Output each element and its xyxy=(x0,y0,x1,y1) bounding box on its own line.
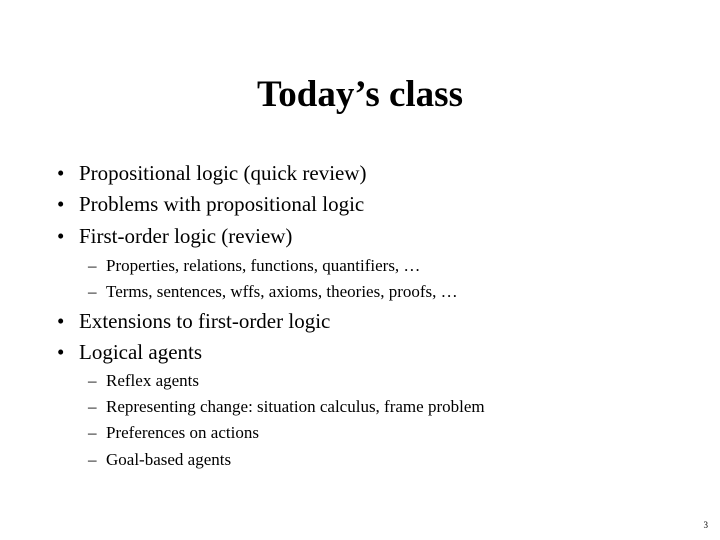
bullet-text: First-order logic (review) xyxy=(79,224,293,248)
sub-bullet-item xyxy=(88,281,458,303)
sub-bullet-item xyxy=(88,396,485,418)
bullet-marker: • xyxy=(57,340,65,364)
dash-marker: – xyxy=(88,256,97,275)
sub-bullet-text: Properties, relations, functions, quantifiers, … xyxy=(106,256,421,275)
bullet-marker: • xyxy=(57,309,65,333)
sub-bullet-text: Reflex agents xyxy=(106,371,199,390)
bullet-text: Extensions to first-order logic xyxy=(79,309,331,333)
sub-bullet-item xyxy=(88,422,259,444)
sub-bullet-text: Representing change: situation calculus, frame problem xyxy=(106,397,485,416)
sub-bullet-text: Goal-based agents xyxy=(106,450,232,469)
bullet-text: Logical agents xyxy=(79,340,203,364)
bullet-item xyxy=(57,191,364,217)
dash-marker: – xyxy=(88,423,97,442)
bullet-text: Problems with propositional logic xyxy=(79,192,365,216)
dash-marker: – xyxy=(88,371,97,390)
sub-bullet-item xyxy=(88,449,231,471)
bullet-item xyxy=(57,339,202,365)
sub-bullet-text: Preferences on actions xyxy=(106,423,259,442)
slide-number: 3 xyxy=(703,520,708,530)
bullet-item xyxy=(57,223,292,249)
bullet-marker: • xyxy=(57,192,65,216)
bullet-marker: • xyxy=(57,224,65,248)
bullet-item xyxy=(57,308,330,334)
dash-marker: – xyxy=(88,450,97,469)
dash-marker: – xyxy=(88,397,97,416)
bullet-text: Propositional logic (quick review) xyxy=(79,161,367,185)
bullet-marker: • xyxy=(57,161,65,185)
slide-title: Today’s class xyxy=(257,74,463,115)
sub-bullet-item xyxy=(88,255,420,277)
sub-bullet-text: Terms, sentences, wffs, axioms, theories, proofs, … xyxy=(106,282,458,301)
bullet-item xyxy=(57,160,367,186)
dash-marker: – xyxy=(88,282,97,301)
sub-bullet-item xyxy=(88,370,199,392)
